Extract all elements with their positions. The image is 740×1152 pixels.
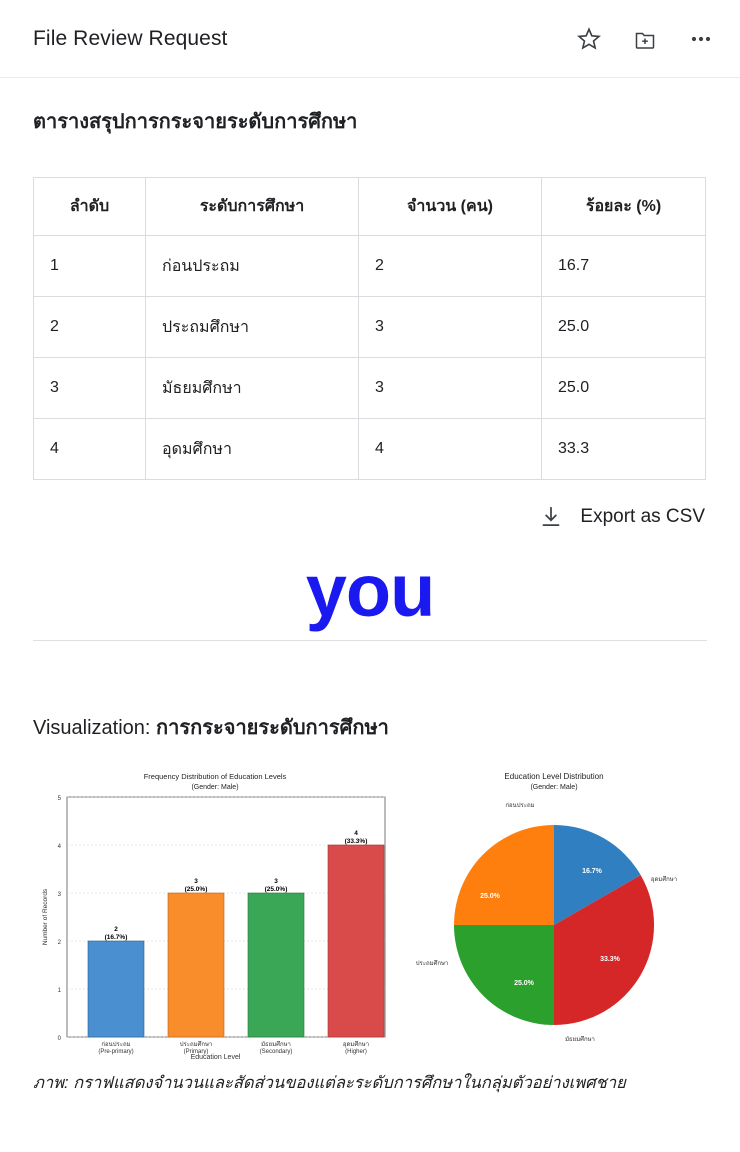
visualization-title: การกระจายระดับการศึกษา <box>156 717 389 739</box>
pie-label-higher: อุดมศึกษา <box>650 877 678 883</box>
cell-level: อุดมศึกษา <box>146 419 359 480</box>
y-tick-2: 2 <box>57 940 61 946</box>
y-tick-4: 4 <box>57 844 61 850</box>
pie-chart-subtitle: (Gender: Male) <box>530 784 578 791</box>
cell-order: 3 <box>34 358 146 419</box>
star-icon[interactable] <box>574 24 604 54</box>
x-tick-2-en: (Primary) <box>183 1049 209 1055</box>
table-row <box>34 358 706 419</box>
bar-label-1-value: 2 <box>114 926 118 933</box>
bar-label-1-pct: (16.7%) <box>104 934 128 941</box>
x-tick-1-th: ก่อนประถม <box>101 1042 131 1048</box>
document-body <box>0 105 740 1097</box>
cell-percent: 33.3 <box>542 419 706 480</box>
pie-chart <box>402 765 707 1060</box>
bar-label-4-value: 4 <box>354 830 358 837</box>
bar-label-4-pct: (33.3%) <box>344 838 368 845</box>
charts-figure <box>33 765 707 1061</box>
page-title: File Review Request <box>33 26 228 50</box>
visualization-heading <box>33 711 707 743</box>
column-header-count: จำนวน (คน) <box>359 178 542 236</box>
add-to-folder-icon[interactable] <box>630 24 660 54</box>
x-axis-label: Education Level <box>190 1054 241 1061</box>
pie-label-pre-primary: ก่อนประถม <box>505 803 535 809</box>
bar-pre-primary <box>88 941 144 1037</box>
column-header-order: ลำดับ <box>34 178 146 236</box>
download-icon[interactable] <box>536 502 566 532</box>
x-tick-4-th: อุดมศึกษา <box>342 1042 370 1048</box>
section-divider <box>33 640 707 641</box>
bar-higher <box>328 845 384 1037</box>
x-tick-3-th: มัธยมศึกษา <box>261 1042 291 1048</box>
bar-secondary <box>248 893 304 1037</box>
pie-pct-higher: 33.3% <box>600 956 620 963</box>
bar-label-2-value: 3 <box>194 878 198 885</box>
cell-percent: 16.7 <box>542 236 706 297</box>
bar-label-3-pct: (25.0%) <box>264 886 288 893</box>
x-tick-4-en: (Higher) <box>345 1049 367 1055</box>
cell-count: 3 <box>359 358 542 419</box>
table-row <box>34 236 706 297</box>
y-axis-label: Number of Records <box>42 888 49 946</box>
cell-count: 2 <box>359 236 542 297</box>
column-header-percent: ร้อยละ (%) <box>542 178 706 236</box>
cell-count: 3 <box>359 297 542 358</box>
cell-level: ประถมศึกษา <box>146 297 359 358</box>
pie-label-primary: ประถมศึกษา <box>415 961 449 967</box>
header-actions <box>574 24 716 54</box>
pie-chart-svg <box>402 765 707 1055</box>
y-tick-5: 5 <box>57 796 61 802</box>
x-tick-2-th: ประถมศึกษา <box>179 1042 213 1048</box>
pie-slices <box>454 825 654 1025</box>
app-header <box>0 0 740 78</box>
education-summary-table <box>33 177 706 480</box>
cell-percent: 25.0 <box>542 358 706 419</box>
bar-chart <box>33 765 398 1061</box>
cell-level: ก่อนประถม <box>146 236 359 297</box>
section-title: ตารางสรุปการกระจายระดับการศึกษา <box>33 111 358 133</box>
visualization-prefix: Visualization: <box>33 717 157 739</box>
cell-order: 4 <box>34 419 146 480</box>
figure-caption: ภาพ: กราฟแสดงจำนวนและสัดส่วนของแต่ละระดับการศึกษาในกลุ่มตัวอย่างเพศชาย <box>33 1074 626 1092</box>
cell-order: 1 <box>34 236 146 297</box>
overlay-word: you <box>305 549 435 632</box>
export-as-csv-label[interactable]: Export as CSV <box>580 506 705 527</box>
table-row <box>34 297 706 358</box>
cell-percent: 25.0 <box>542 297 706 358</box>
bar-chart-subtitle: (Gender: Male) <box>191 784 239 791</box>
bar-label-2-pct: (25.0%) <box>184 886 208 893</box>
pie-pct-primary: 25.0% <box>480 893 500 900</box>
y-tick-1: 1 <box>57 988 61 994</box>
bar-primary <box>168 893 224 1037</box>
export-row[interactable] <box>33 502 707 532</box>
pie-chart-title: Education Level Distribution <box>504 772 604 781</box>
cell-order: 2 <box>34 297 146 358</box>
cell-level: มัธยมศึกษา <box>146 358 359 419</box>
bar-label-3-value: 3 <box>274 878 278 885</box>
y-tick-3: 3 <box>57 892 61 898</box>
more-options-icon[interactable] <box>686 24 716 54</box>
pie-pct-secondary: 25.0% <box>514 980 534 987</box>
table-header-row <box>34 178 706 236</box>
bar-chart-title: Frequency Distribution of Education Levels <box>143 772 287 781</box>
pie-pct-pre-primary: 16.7% <box>582 868 602 875</box>
bar-chart-svg <box>33 765 398 1055</box>
x-tick-1-en: (Pre-primary) <box>98 1049 134 1055</box>
table-row <box>34 419 706 480</box>
column-header-level: ระดับการศึกษา <box>146 178 359 236</box>
pie-label-secondary: มัธยมศึกษา <box>565 1037 595 1043</box>
cell-count: 4 <box>359 419 542 480</box>
x-tick-3-en: (Secondary) <box>259 1049 293 1055</box>
y-tick-0: 0 <box>57 1036 61 1042</box>
